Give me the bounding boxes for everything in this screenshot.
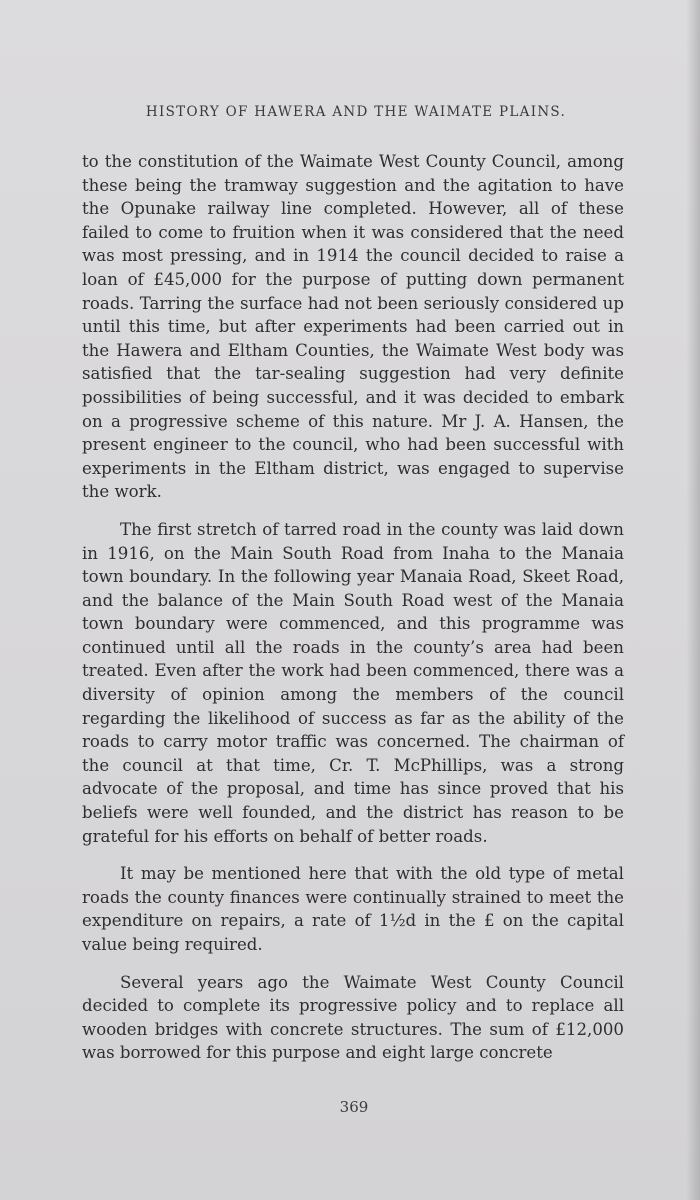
paragraph-3: It may be mentioned here that with the old type of metal roads the county finances were continually strained to meet the expenditure on repairs, a rate of 1½d in the £ on the capital value being required. [82, 864, 624, 954]
page-number: 369 [339, 1098, 369, 1116]
page-edge-shadow [686, 0, 700, 1200]
body-text [82, 150, 624, 1079]
paragraph-1: to the constitution of the Waimate West County Council, among these being the tramway suggestion and the agitation to have the Opunake railway line completed. However, all of these failed to come to fruition when it was considered that the need was most pressing, and in 1914 the council decided to raise a loan of £45,000 for the purpose of putting down permanent roads. Tarring the surface had not been seriously considered up until this time, but after experiments had been carried out in the Hawera and Eltham Counties, the Waimate West body was satisfied that the tar-sealing suggestion had very definite possibilities of being successful, and it was decided to embark on a progressive scheme of this nature. Mr J. A. Hansen, the present engineer to the council, who had been successful with experiments in the Eltham district, was engaged to supervise the work. [82, 152, 624, 502]
paragraph-2: The first stretch of tarred road in the county was laid down in 1916, on the Main South Road from Inaha to the Manaia town boundary. In the following year Manaia Road, Skeet Road, and the balance of the Main South Road west of the Manaia town boundary were commenced, and this programme was continued until all the roads in the county’s area had been treated. Even after the work had been commenced, there was a diversity of opinion among the members of the council regarding the likelihood of success as far as the ability of the roads to carry motor traffic was concerned. The chairman of the council at that time, Cr. T. McPhillips, was a strong advocate of the proposal, and time has since proved that his beliefs were well founded, and the district has reason to be grateful for his efforts on behalf of better roads. [82, 519, 624, 846]
paragraph-4: Several years ago the Waimate West County Council decided to complete its progressive policy and to replace all wooden bridges with concrete structures. The sum of £12,000 was borrowed for this purpose and eight large concrete [82, 972, 624, 1063]
running-header: HISTORY OF HAWERA AND THE WAIMATE PLAINS. [145, 104, 567, 120]
